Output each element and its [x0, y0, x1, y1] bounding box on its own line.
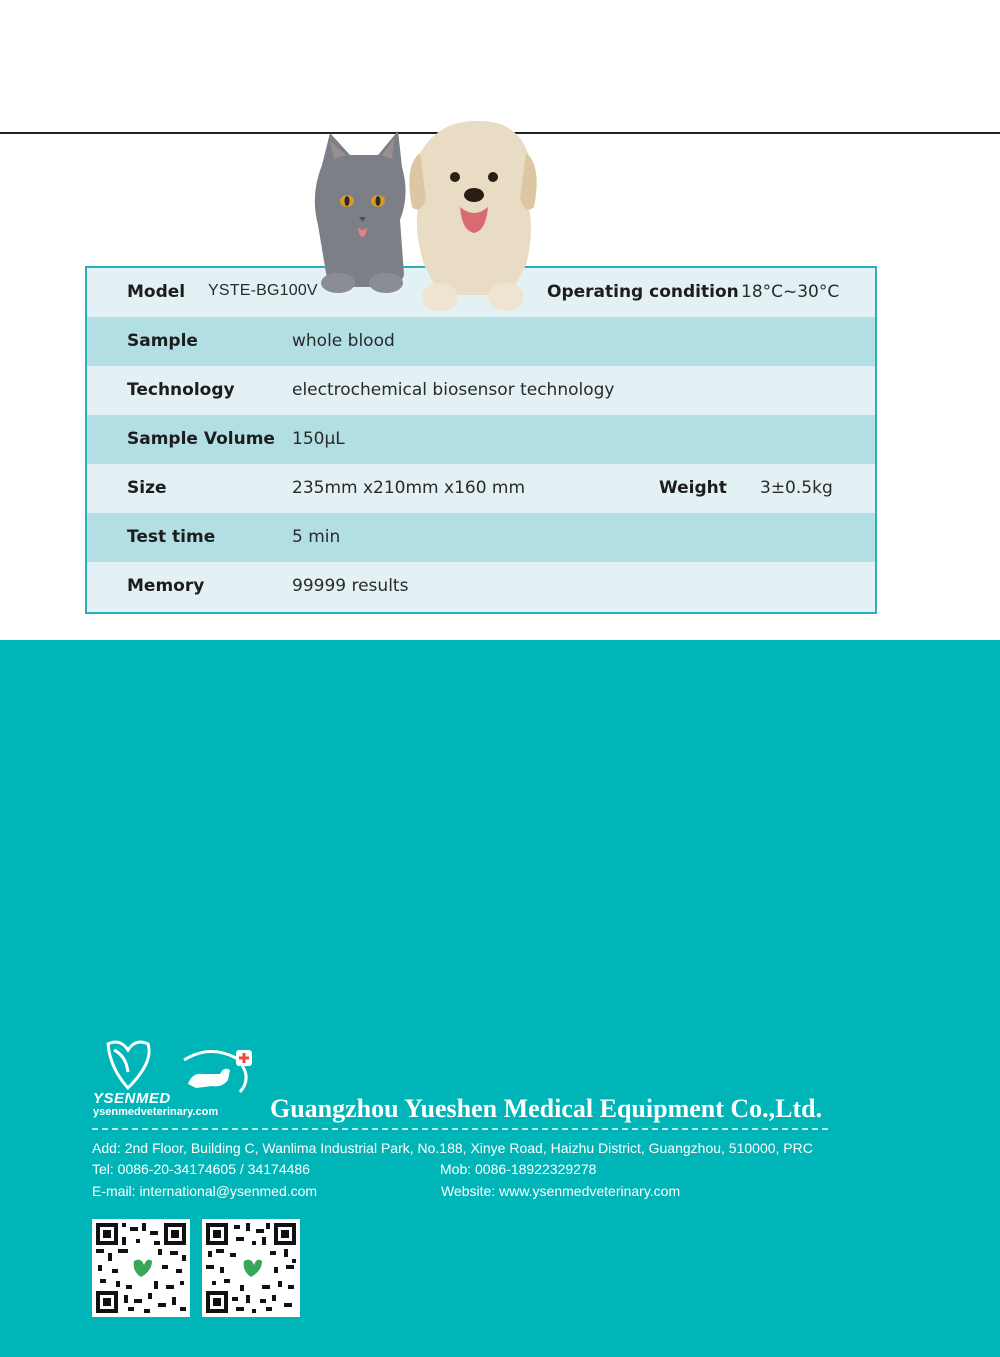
model-value: YSTE-BG100V	[208, 282, 318, 299]
model-label: Model	[127, 282, 186, 302]
sample-value: whole blood	[292, 331, 395, 351]
sample-label: Sample	[127, 331, 198, 351]
test-time-value: 5 min	[292, 527, 341, 547]
weight-label: Weight	[659, 478, 727, 498]
mobile-text: Mob: 0086-18922329278	[440, 1161, 597, 1177]
brand-name: YSENMED	[93, 1090, 171, 1107]
dashed-divider	[92, 1128, 828, 1130]
test-time-label: Test time	[127, 527, 216, 547]
dog-illustration	[409, 121, 536, 311]
spec-row-technology	[87, 366, 875, 415]
spec-row-test-time	[87, 513, 875, 562]
technology-value: electrochemical biosensor technology	[292, 380, 615, 400]
qr-code-1	[92, 1219, 190, 1317]
volume-value: 150μL	[292, 429, 345, 449]
spec-row-volume	[87, 415, 875, 464]
ysenmed-logo	[100, 1036, 260, 1096]
website-text: Website: www.ysenmedveterinary.com	[441, 1183, 681, 1199]
brand-website: ysenmedveterinary.com	[93, 1106, 219, 1118]
weight-value: 3±0.5kg	[760, 478, 833, 498]
spec-row-size	[87, 464, 875, 513]
size-label: Size	[127, 478, 167, 498]
size-value: 235mm x210mm x160 mm	[292, 478, 526, 498]
memory-label: Memory	[127, 576, 205, 596]
operating-label: Operating condition	[547, 282, 739, 302]
address-text: Add: 2nd Floor, Building C, Wanlima Industrial Park, No.188, Xinye Road, Haizhu District, Guangzhou, 510000, PRC	[92, 1140, 813, 1156]
email-text: E-mail: international@ysenmed.com	[92, 1183, 318, 1199]
operating-value: 18°C~30°C	[741, 282, 840, 302]
technology-label: Technology	[127, 380, 235, 400]
tel-text: Tel: 0086-20-34174605 / 34174486	[92, 1161, 310, 1177]
cat-illustration	[315, 131, 406, 293]
memory-value: 99999 results	[292, 576, 409, 596]
qr-code-2	[202, 1219, 300, 1317]
spec-row-memory	[87, 562, 875, 610]
volume-label: Sample Volume	[127, 429, 275, 449]
cat-and-dog-image	[300, 115, 540, 325]
company-name: Guangzhou Yueshen Medical Equipment Co.,Ltd.	[270, 1094, 823, 1123]
